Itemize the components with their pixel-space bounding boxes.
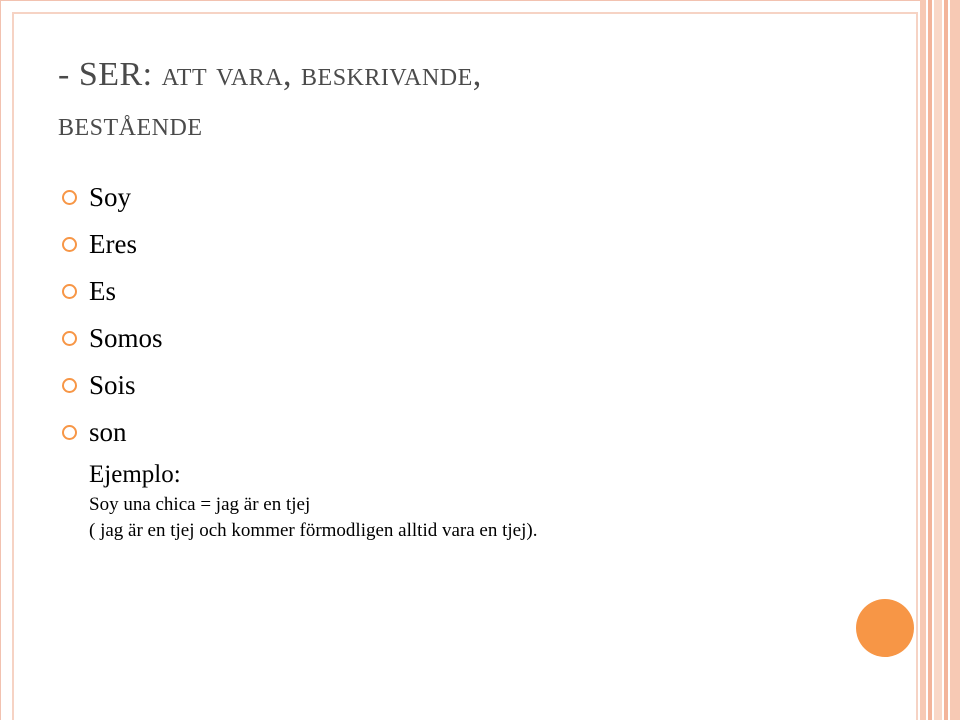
list-item [62, 174, 163, 221]
orange-circle-decoration [856, 599, 914, 657]
example-line-1: Soy una chica = jag är en tjej [89, 494, 311, 515]
circle-bullet-icon [62, 190, 77, 205]
stripe [920, 0, 926, 720]
example-heading: Ejemplo: [89, 461, 181, 488]
bullet-text: Sois [89, 370, 136, 400]
circle-bullet-icon [62, 237, 77, 252]
right-edge-stripes [918, 0, 960, 720]
bullet-text: Somos [89, 323, 163, 353]
circle-bullet-icon [62, 284, 77, 299]
list-item [62, 362, 163, 409]
list-item [62, 409, 163, 456]
title-line-2: bestående [58, 106, 203, 143]
circle-bullet-icon [62, 331, 77, 346]
stripe [934, 0, 942, 720]
bullet-text: Es [89, 276, 116, 306]
circle-bullet-icon [62, 378, 77, 393]
stripe [928, 0, 932, 720]
stripe [944, 0, 948, 720]
bullet-text: Soy [89, 182, 132, 212]
slide-title [58, 50, 818, 150]
list-item [62, 315, 163, 362]
list-item [62, 221, 163, 268]
bullet-text: son [89, 417, 127, 447]
title-line-1: - SER: att vara, beskrivande, [58, 56, 482, 93]
bullet-list [62, 174, 163, 456]
stripe [950, 0, 960, 720]
example-block [89, 458, 537, 544]
bullet-text: Eres [89, 229, 137, 259]
example-line-2: ( jag är en tjej och kommer förmodligen alltid vara en tjej). [89, 520, 538, 541]
circle-bullet-icon [62, 425, 77, 440]
list-item [62, 268, 163, 315]
